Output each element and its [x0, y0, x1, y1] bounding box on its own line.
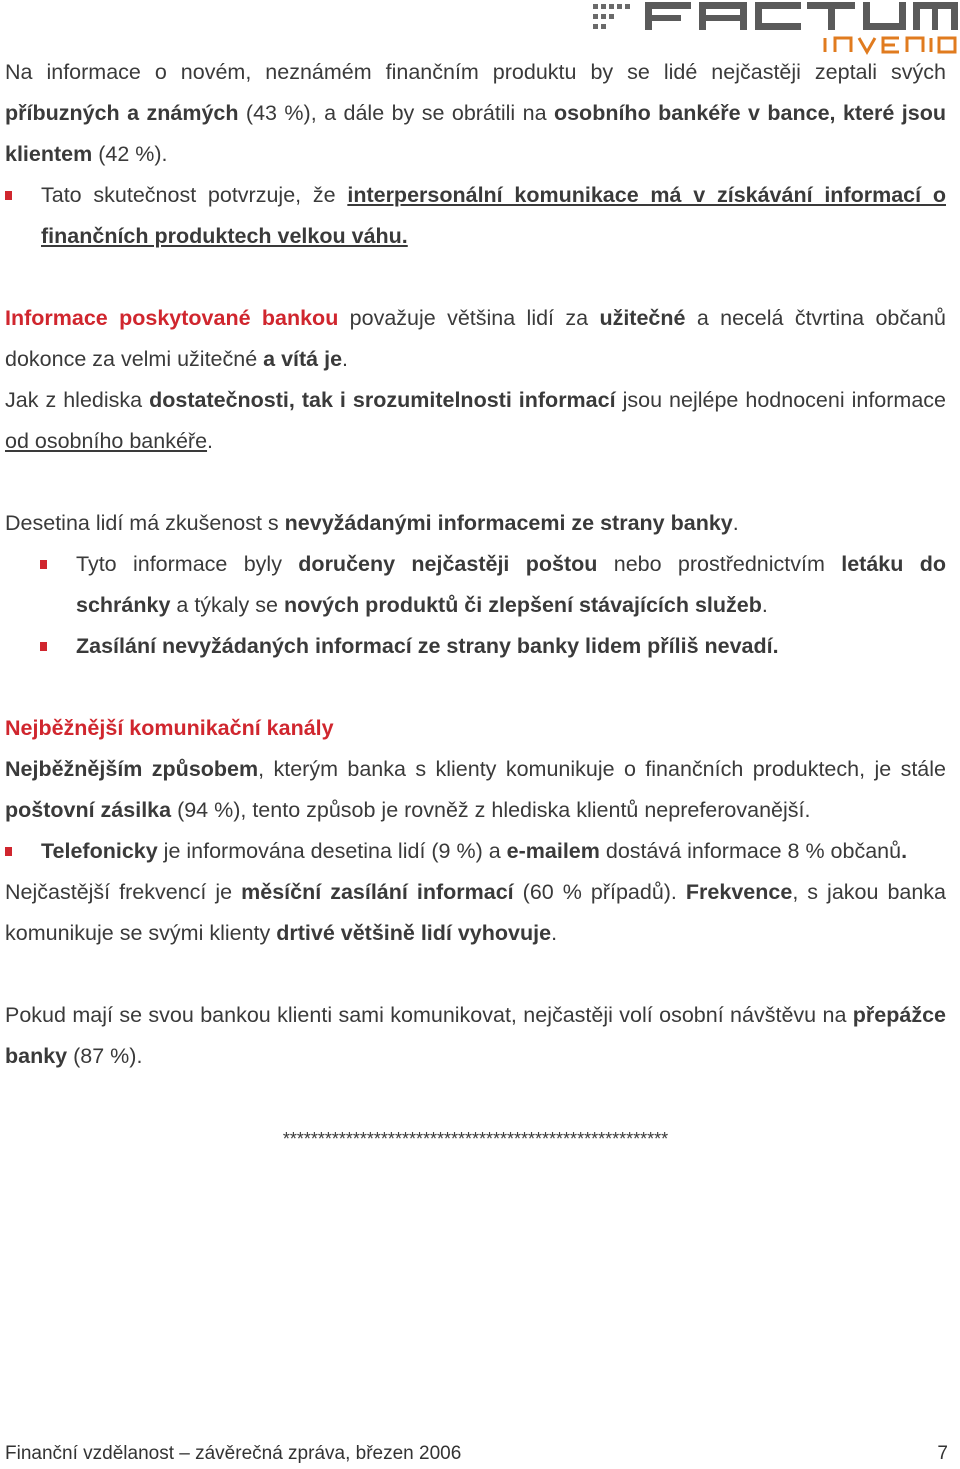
page-footer	[5, 1443, 948, 1465]
bullet-delivery: Tyto informace byly doručeny nejčastěji poštou nebo prostřednictvím letáku do schránky a týkaly se nových produktů či zlepšení stávajících služeb.	[40, 544, 946, 626]
paragraph-counter: Pokud mají se svou bankou klienti sami komunikovat, nejčastěji volí osobní návštěvu na přepážce banky (87 %).	[5, 1003, 946, 1068]
page-number: 7	[937, 1443, 948, 1464]
footer-title: Finanční vzdělanost – závěrečná zpráva, březen 2006	[5, 1443, 462, 1464]
bullet-marker	[40, 560, 47, 569]
factum-invenio-logo	[593, 0, 958, 56]
bullet-marker	[5, 191, 12, 200]
paragraph-common-way: Nejběžnějším způsobem, kterým banka s klienty komunikuje o finančních produktech, je stále poštovní zásilka (94 %), tento způsob je rovněž z hlediska klientů nepreferovanější.	[5, 757, 946, 822]
paragraph-frequency: Nejčastější frekvencí je měsíční zasílání informací (60 % případů). Frekvence, s jakou banka komunikuje se svými klienty drtivé většině lidí vyhovuje.	[5, 880, 947, 945]
bullet-interpersonal: Tato skutečnost potvrzuje, že interpersonální komunikace má v získávání informací o finančních produktech velkou váhu.	[5, 175, 946, 257]
paragraph-unsolicited: Desetina lidí má zkušenost s nevyžádanými informacemi ze strany banky.	[5, 511, 739, 535]
report-body	[5, 52, 946, 1160]
paragraph-relatives: Na informace o novém, neznámém finančním produktu by se lidé nejčastěji zeptali svých příbuzných a známých (43 %), a dále by se obrátili na osobního bankéře v bance, které jsou klientem (42 %).	[5, 60, 946, 166]
paragraph-bank-info: Informace poskytované bankou považuje většina lidí za užitečné a necelá čtvrtina občanů dokonce za velmi užitečné a vítá je.	[5, 306, 946, 371]
separator-stars: *******************************************************	[282, 1129, 669, 1149]
bullet-not-bothered: Zasílání nevyžádaných informací ze strany banky lidem příliš nevadí.	[40, 626, 946, 667]
bullet-phone-email: Telefonicky je informována desetina lidí (9 %) a e-mailem dostává informace 8 % občanů.	[5, 831, 946, 872]
bullet-marker	[5, 847, 12, 856]
section-heading: Nejběžnější komunikační kanály	[5, 716, 334, 740]
paragraph-sufficiency: Jak z hlediska dostatečnosti, tak i srozumitelnosti informací jsou nejlépe hodnoceni informace od osobního bankéře.	[5, 388, 946, 453]
bullet-marker	[40, 642, 47, 651]
